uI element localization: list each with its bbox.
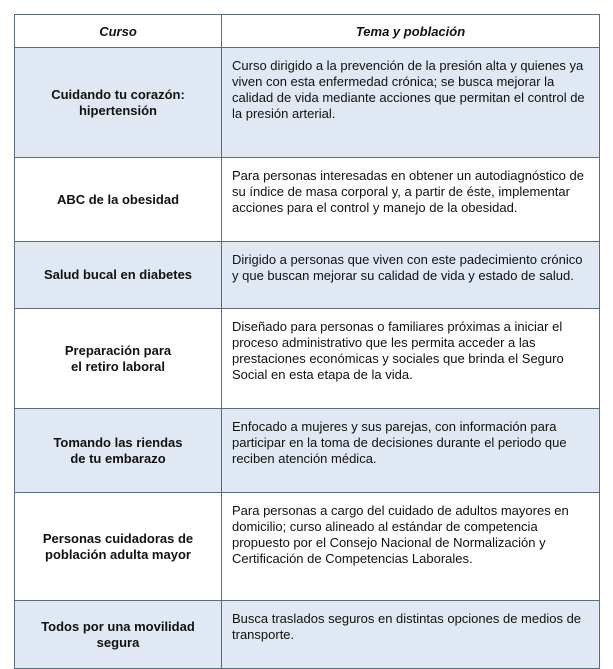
course-name-cell: Tomando las riendas de tu embarazo (15, 409, 222, 493)
course-description-cell: Diseñado para personas o familiares próximas a iniciar el proceso administrativo que les permita acceder a las prestaciones económicas y sociales que brinda el Seguro Social en esta etapa de la vida. (222, 309, 600, 409)
course-name-cell: Personas cuidadoras de población adulta mayor (15, 493, 222, 601)
course-name-cell: ABC de la obesidad (15, 158, 222, 242)
course-description-cell: Curso dirigido a la prevención de la presión alta y quienes ya viven con esta enfermedad crónica; se busca mejorar la calidad de vida mediante acciones que permitan el control de la presión arterial. (222, 48, 600, 158)
course-name-cell: Preparación para el retiro laboral (15, 309, 222, 409)
course-name-cell: Cuidando tu corazón: hipertensión (15, 48, 222, 158)
course-description-cell: Para personas a cargo del cuidado de adultos mayores en domicilio; curso alineado al estándar de competencia propuesto por el Consejo Nacional de Normalización y Certificación de Competencias Laborales. (222, 493, 600, 601)
table-row (15, 493, 600, 601)
table-row (15, 242, 600, 309)
table-row (15, 48, 600, 158)
course-name-cell: Todos por una movilidad segura (15, 601, 222, 669)
table-row (15, 309, 600, 409)
column-header-curso: Curso (15, 15, 222, 48)
column-header-tema: Tema y población (222, 15, 600, 48)
table-header-row (15, 15, 600, 48)
course-name-cell: Salud bucal en diabetes (15, 242, 222, 309)
course-description-cell: Dirigido a personas que viven con este padecimiento crónico y que buscan mejorar su calidad de vida y estado de salud. (222, 242, 600, 309)
table-row (15, 158, 600, 242)
table-row (15, 409, 600, 493)
table-row (15, 601, 600, 669)
course-description-cell: Enfocado a mujeres y sus parejas, con información para participar en la toma de decisiones durante el periodo que reciben atención médica. (222, 409, 600, 493)
course-description-cell: Busca traslados seguros en distintas opciones de medios de transporte. (222, 601, 600, 669)
courses-table (14, 14, 600, 669)
course-description-cell: Para personas interesadas en obtener un autodiagnóstico de su índice de masa corporal y, a partir de éste, implementar acciones para el control y manejo de la obesidad. (222, 158, 600, 242)
